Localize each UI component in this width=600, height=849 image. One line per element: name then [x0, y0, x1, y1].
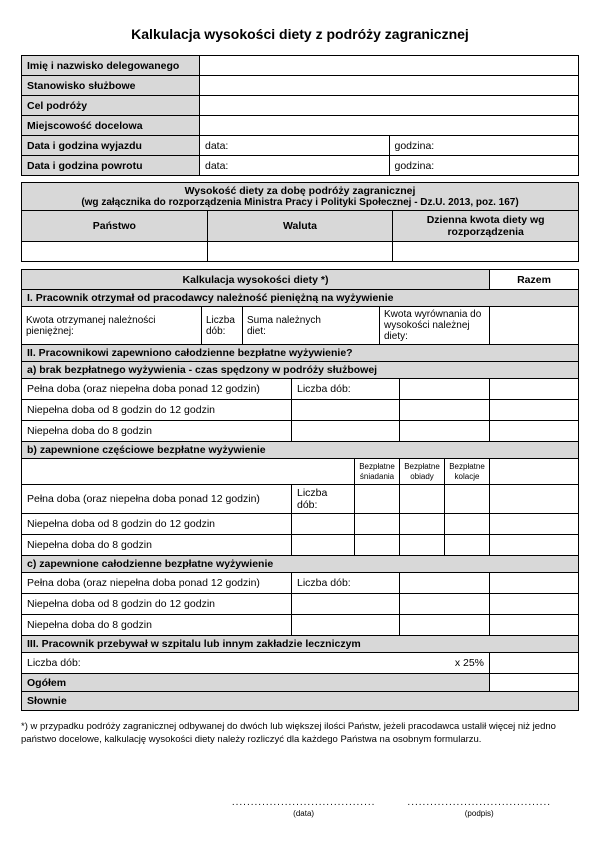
section1-title: I. Pracownik otrzymał od pracodawcy należność pieniężną na wyżywienie [22, 290, 578, 306]
date-signature-block [232, 797, 376, 818]
section2a-title: a) brak bezpłatnego wyżywienia - czas spędzony w podróży służbowej [22, 362, 578, 378]
dinner-field [445, 535, 490, 555]
total-razem-field [490, 674, 578, 691]
table-row [22, 692, 578, 710]
column-header-currency: Waluta [207, 211, 393, 242]
row-label-partial-8-12: Niepełna doba od 8 godzin do 12 godzin [22, 514, 292, 534]
row-label-partial-8-12: Niepełna doba od 8 godzin do 12 godzin [22, 400, 292, 420]
due-diet-sum-label: Suma należnych diet: [243, 307, 380, 344]
calc-header: Kalkulacja wysokości diety *) [22, 270, 490, 289]
table-row [22, 345, 578, 362]
table-row [22, 573, 578, 594]
nights-field [292, 400, 400, 420]
nights-count-label: Liczba dób: [202, 307, 243, 344]
currency-field [207, 242, 393, 262]
section2c-title: c) zapewnione całodzienne bezpłatne wyżywienie [22, 556, 578, 572]
nights-field [292, 421, 400, 441]
received-amount-label: Kwota otrzymanej należności pieniężnej: [22, 307, 202, 344]
rate-header-line1: Wysokość diety za dobę podróży zagranicznej [184, 185, 416, 197]
table-row [22, 290, 578, 307]
table-row [22, 379, 578, 400]
razem-field [490, 615, 578, 635]
section2-title: II. Pracownikowi zapewniono całodzienne bezpłatne wyżywienie? [22, 345, 578, 361]
nights-count-label: Liczba dób: [292, 485, 355, 513]
nights-count-label: Liczba dób: [292, 573, 400, 593]
info-label-destination: Miejscowość docelowa [22, 116, 200, 136]
info-label-return: Data i godzina powrotu [22, 156, 200, 176]
razem-field [490, 573, 578, 593]
empty-cell [22, 459, 355, 484]
column-header-free-lunch: Bezpłatne obiady [400, 459, 445, 484]
table-row [22, 307, 578, 345]
column-header-free-breakfast: Bezpłatne śniadania [355, 459, 400, 484]
table-row [22, 421, 578, 442]
table-row [22, 183, 579, 211]
lunch-field [400, 485, 445, 513]
info-label-purpose: Cel podróży [22, 96, 200, 116]
breakfast-field [355, 485, 400, 513]
nights-field [292, 594, 400, 614]
nights-field [292, 514, 355, 534]
sign-signature-label: (podpis) [464, 808, 494, 818]
departure-date-field: data: [200, 136, 390, 156]
table-row [22, 556, 578, 573]
sign-signature-line: ...................................... [407, 796, 551, 808]
nights-field [292, 535, 355, 555]
name-field [200, 56, 579, 76]
table-row [22, 136, 579, 156]
calculation-table [21, 269, 579, 711]
row-label-partial-8-12: Niepełna doba od 8 godzin do 12 godzin [22, 594, 292, 614]
info-label-position: Stanowisko służbowe [22, 76, 200, 96]
row-label-partial-under-8: Niepełna doba do 8 godzin [22, 615, 292, 635]
info-label-name: Imię i nazwisko delegowanego [22, 56, 200, 76]
info-label-departure: Data i godzina wyjazdu [22, 136, 200, 156]
return-date-field: data: [200, 156, 390, 176]
row-label-partial-under-8: Niepełna doba do 8 godzin [22, 535, 292, 555]
table-row [22, 116, 579, 136]
sign-signature-block [407, 797, 551, 818]
departure-time-field: godzina: [389, 136, 579, 156]
nights-count-label: Liczba dób: [292, 379, 400, 399]
value-field [400, 573, 490, 593]
razem-field [490, 421, 578, 441]
table-row [22, 362, 578, 379]
table-row [22, 535, 578, 556]
column-header-free-dinner: Bezpłatne kolacje [445, 459, 490, 484]
page-title: Kalkulacja wysokości diety z podróży zagranicznej [131, 26, 469, 42]
value-field [400, 421, 490, 441]
table-row [22, 653, 578, 674]
value-field [400, 615, 490, 635]
daily-rate-table [21, 182, 579, 262]
razem-field [490, 535, 578, 555]
table-row [22, 674, 578, 692]
signature-area [21, 797, 579, 818]
razem-column-header: Razem [517, 273, 551, 286]
table-row [22, 459, 578, 485]
razem-field [490, 485, 578, 513]
table-row [22, 514, 578, 535]
dinner-field [445, 485, 490, 513]
table-row [22, 636, 578, 653]
breakfast-field [355, 514, 400, 534]
value-field [400, 594, 490, 614]
table-row [22, 76, 579, 96]
razem-field [490, 400, 578, 420]
date-signature-line: ...................................... [231, 796, 376, 808]
footnote: *) w przypadku podróży zagranicznej odbywanej do dwóch lub większej ilości Państw, jeżeli pracodawca ustalił więcej niż jedno państwo docelowe, kalkulację wysokości diety należy rozliczyć dla każdego Państwa na osobnym formularzu. [21, 721, 556, 746]
position-field [200, 76, 579, 96]
purpose-field [200, 96, 579, 116]
multiplier-label: x 25% [454, 657, 484, 669]
razem-field [490, 459, 578, 484]
razem-field [490, 514, 578, 534]
hospital-nights-cell [22, 653, 490, 673]
row-label-full-day: Pełna doba (oraz niepełna doba ponad 12 godzin) [22, 573, 292, 593]
column-header-rate: Dzienna kwota diety wg rozporządzenia [393, 211, 579, 242]
rate-field [393, 242, 579, 262]
nights-field [292, 615, 400, 635]
value-field [400, 379, 490, 399]
row-label-full-day: Pełna doba (oraz niepełna doba ponad 12 godzin) [22, 485, 292, 513]
nights-count-label: Liczba dób: [27, 657, 81, 669]
table-row [22, 442, 578, 459]
razem-field [490, 379, 578, 399]
row-label-partial-under-8: Niepełna doba do 8 godzin [22, 421, 292, 441]
razem-field [490, 594, 578, 614]
return-time-field: godzina: [389, 156, 579, 176]
table-row [22, 400, 578, 421]
razem-field [490, 653, 578, 673]
razem-field [490, 307, 578, 344]
breakfast-field [355, 535, 400, 555]
table-row [22, 56, 579, 76]
lunch-field [400, 514, 445, 534]
dinner-field [445, 514, 490, 534]
lunch-field [400, 535, 445, 555]
date-signature-label: (data) [293, 808, 315, 818]
rate-table-header [22, 183, 579, 211]
table-row [22, 594, 578, 615]
traveler-info-table [21, 55, 579, 176]
value-field [400, 400, 490, 420]
total-label: Ogółem [22, 674, 490, 691]
table-row [22, 270, 578, 290]
table-row [22, 156, 579, 176]
table-row [22, 485, 578, 514]
amount-in-words-label: Słownie [22, 692, 578, 710]
destination-field [200, 116, 579, 136]
section3-title: III. Pracownik przebywał w szpitalu lub innym zakładzie leczniczym [22, 636, 578, 652]
table-row [22, 242, 579, 262]
section2b-title: b) zapewnione częściowe bezpłatne wyżywienie [22, 442, 578, 458]
country-field [22, 242, 208, 262]
table-row [22, 615, 578, 636]
table-row [22, 96, 579, 116]
table-row [22, 211, 579, 242]
row-label-full-day: Pełna doba (oraz niepełna doba ponad 12 godzin) [22, 379, 292, 399]
rate-header-line2: (wg załącznika do rozporządzenia Ministra Pracy i Polityki Społecznej - Dz.U. 2013, poz. 167) [81, 197, 519, 208]
column-header-country: Państwo [22, 211, 208, 242]
adjustment-amount-label: Kwota wyrównania do wysokości należnej diety: [380, 307, 490, 344]
